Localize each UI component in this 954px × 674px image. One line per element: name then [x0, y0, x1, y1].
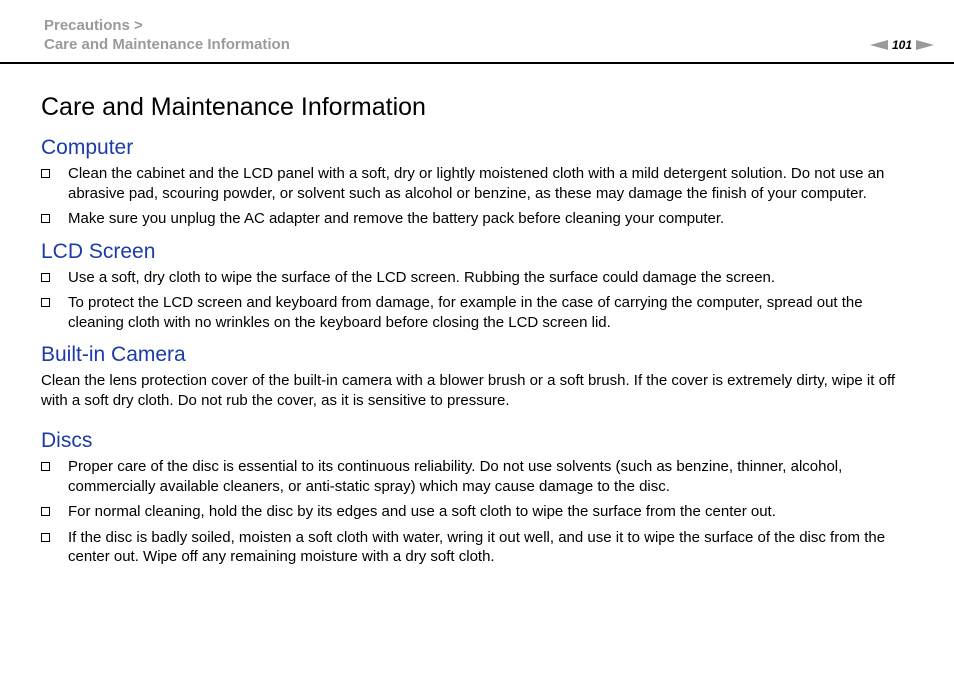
section-paragraph: Clean the lens protection cover of the built-in camera with a blower brush or a soft brush. If the cover is extremely dirty, wipe it off with a soft dry cloth. Do not rub the cover, as it is sensitive to pressure. — [41, 372, 896, 409]
checkbox-bullet-icon — [41, 462, 50, 471]
checkbox-bullet-icon — [41, 169, 50, 178]
page-header — [0, 0, 954, 64]
list-item — [41, 502, 913, 522]
list-item — [41, 209, 913, 229]
breadcrumb-parent-link[interactable]: Precautions > — [44, 17, 143, 34]
list-item-text: To protect the LCD screen and keyboard from damage, for example in the case of carrying the computer, spread out the cleaning cloth with no wrinkles on the keyboard before closing the LCD screen lid. — [68, 294, 863, 331]
section-built-in-camera — [41, 341, 913, 410]
bullet-list — [41, 164, 913, 229]
checkbox-bullet-icon — [41, 214, 50, 223]
page-number: 101 — [891, 38, 912, 52]
list-item-text: Make sure you unplug the AC adapter and remove the battery pack before cleaning your computer. — [68, 210, 725, 227]
section-discs — [41, 427, 913, 567]
section-heading: LCD Screen — [41, 239, 156, 263]
main-content — [41, 90, 913, 573]
list-item-text: Use a soft, dry cloth to wipe the surface of the LCD screen. Rubbing the surface could damage the screen. — [68, 268, 776, 286]
list-item-text: If the disc is badly soiled, moisten a soft cloth with water, wring it out well, and use it to wipe the surface of the disc from the center out. Wipe off any remaining moisture with a dry soft cloth. — [68, 528, 886, 565]
list-item — [41, 457, 913, 496]
breadcrumb — [44, 16, 290, 54]
page-title: Care and Maintenance Information — [41, 93, 426, 121]
list-item — [41, 164, 913, 203]
bullet-list — [41, 268, 913, 333]
section-heading: Built-in Camera — [41, 343, 186, 366]
list-item — [41, 268, 913, 288]
section-heading: Discs — [41, 429, 93, 452]
section-lcd-screen — [41, 238, 913, 333]
list-item — [41, 528, 913, 567]
section-computer — [41, 134, 913, 229]
list-item-text: Clean the cabinet and the LCD panel with a soft, dry or lightly moistened cloth with a mild detergent solution. Do not use an abrasive pad, scouring powder, or solvent such as alcohol or benzine, as these may damage the finish of your computer. — [68, 165, 885, 202]
bullet-list — [41, 457, 913, 567]
list-item-text: Proper care of the disc is essential to its continuous reliability. Do not use solvents (such as benzine, thinner, alcohol, commercially available cleaners, or anti-static spray) which may cause damage to the disc. — [68, 458, 843, 495]
list-item — [41, 293, 913, 332]
list-item-text: For normal cleaning, hold the disc by its edges and use a soft cloth to wipe the surface from the center out. — [68, 503, 776, 520]
page-navigator — [870, 37, 934, 53]
checkbox-bullet-icon — [41, 533, 50, 542]
checkbox-bullet-icon — [41, 298, 50, 307]
breadcrumb-current: Care and Maintenance Information — [44, 36, 290, 53]
checkbox-bullet-icon — [41, 507, 50, 516]
checkbox-bullet-icon — [41, 273, 50, 282]
arrow-right-icon[interactable] — [916, 40, 934, 50]
arrow-left-icon[interactable] — [870, 40, 888, 50]
section-heading: Computer — [41, 136, 134, 159]
